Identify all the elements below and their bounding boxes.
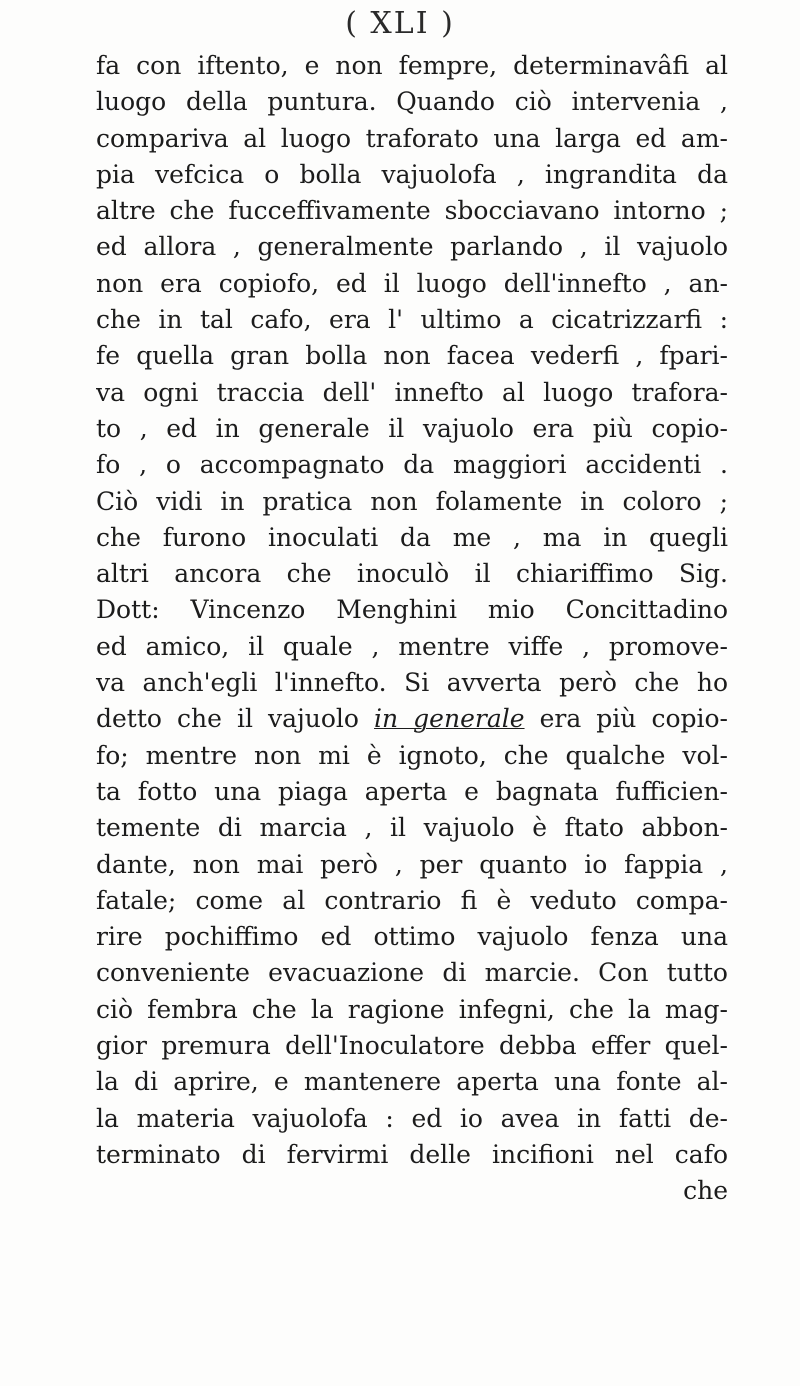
text-line: che in tal cafo, era l' ultimo a cicatrizzarfi : bbox=[96, 305, 728, 335]
text-line: dante, non mai però , per quanto io fappia , bbox=[96, 849, 728, 879]
text-line: gior premura dell'Inoculatore debba effer quel- bbox=[96, 1031, 728, 1061]
italic-phrase: in generale bbox=[374, 704, 525, 734]
page-number-header: ( XLI ) bbox=[345, 6, 455, 41]
text-line: temente di marcia , il vajuolo è ftato abbon- bbox=[96, 813, 728, 843]
text-line: conveniente evacuazione di marcie. Con tutto bbox=[96, 958, 728, 988]
text-line: ciò fembra che la ragione infegni, che la mag- bbox=[96, 994, 728, 1024]
text-line: ta fotto una piaga aperta e bagnata fufficien- bbox=[96, 776, 728, 806]
text-line: rire pochiffimo ed ottimo vajuolo fenza una bbox=[96, 922, 728, 952]
line-part: detto che il vajuolo bbox=[96, 704, 375, 734]
text-line: ed amico, il quale , mentre viffe , promove- bbox=[96, 631, 728, 661]
text-line: che furono inoculati da me , ma in quegli bbox=[96, 522, 728, 552]
text-line: va ogni traccia dell' innefto al luogo trafora- bbox=[96, 377, 728, 407]
text-line: la materia vajuolofa : ed io avea in fatti de- bbox=[96, 1103, 728, 1133]
line-part: era più copio- bbox=[524, 704, 728, 734]
text-line: fo; mentre non mi è ignoto, che qualche vol- bbox=[96, 740, 728, 770]
text-line: compariva al luogo traforato una larga ed am- bbox=[96, 123, 728, 153]
text-line: la di aprire, e mantenere aperta una fonte al- bbox=[96, 1067, 728, 1097]
text-line-with-italic bbox=[96, 701, 728, 737]
text-line: fe quella gran bolla non facea vederfi , fpari- bbox=[96, 341, 728, 371]
text-line: altre che fucceffivamente sbocciavano intorno ; bbox=[96, 196, 728, 226]
body-text bbox=[96, 48, 728, 1210]
text-line: ed allora , generalmente parlando , il vajuolo bbox=[96, 232, 728, 262]
text-line: to , ed in generale il vajuolo era più copio- bbox=[96, 413, 728, 443]
text-line: fo , o accompagnato da maggiori accidenti . bbox=[96, 450, 728, 480]
catchword: che bbox=[683, 1176, 728, 1206]
text-line: Dott: Vincenzo Menghini mio Concittadino bbox=[96, 595, 728, 625]
text-line: altri ancora che inoculò il chiariffimo Sig. bbox=[96, 559, 728, 589]
text-line: fatale; come al contrario fi è veduto compa- bbox=[96, 885, 728, 915]
text-line: Ciò vidi in pratica non folamente in coloro ; bbox=[96, 486, 728, 516]
text-line: pia vefcica o bolla vajuolofa , ingrandita da bbox=[96, 159, 728, 189]
text-line: luogo della puntura. Quando ciò intervenia , bbox=[96, 87, 728, 117]
text-line: non era copiofo, ed il luogo dell'innefto , an- bbox=[96, 268, 728, 298]
text-line: terminato di fervirmi delle incifioni nel cafo bbox=[96, 1139, 728, 1169]
text-line: fa con iftento, e non fempre, determinavâfi al bbox=[96, 51, 728, 80]
text-line: va anch'egli l'innefto. Si avverta però che ho bbox=[96, 668, 728, 698]
